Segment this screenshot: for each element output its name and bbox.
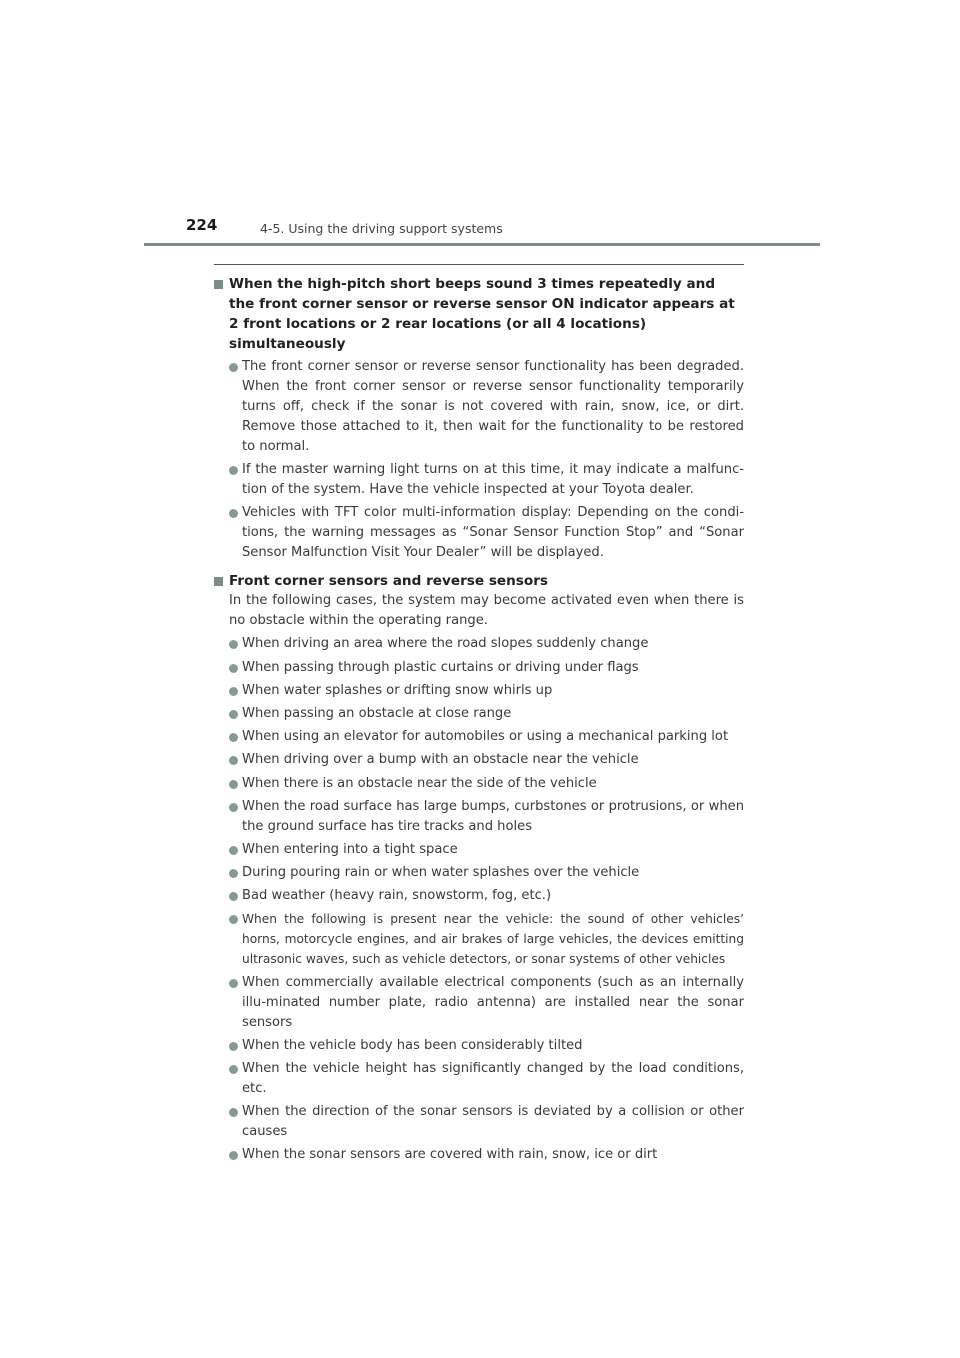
list-item-text: During pouring rain or when water splashes over the vehicle [242,865,640,881]
section-divider [214,264,744,265]
bullet-dot-icon [229,1108,238,1117]
bullet-dot-icon [229,1151,238,1160]
bullet-dot-icon [229,869,238,878]
list-item-text: When the following is present near the vehicle: the sound of other vehicles’ horns, motorcycle engines, and air brakes of large vehicles, the devices emitting ultrasonic waves, such as vehicle detectors, or sonar systems of other vehicles [242,912,744,967]
square-marker-icon [214,280,223,289]
list-item [229,886,744,906]
bullet-dot-icon [229,915,238,924]
list-item-text: When commercially available electrical components (such as an internally illu-minated number plate, radio antenna) are installed near the sonar sensors [242,974,744,1030]
bullet-dot-icon [229,803,238,812]
list-item [229,863,744,883]
bullet-dot-icon [229,363,238,372]
list-item-text: When the vehicle height has significantly changed by the load conditions, etc. [242,1061,744,1096]
list-item [229,634,744,654]
list-item [229,658,744,678]
bullet-dot-icon [229,466,238,475]
bullet-list [229,634,744,1165]
list-item [229,797,744,837]
list-item [229,973,744,1033]
list-item-text: When water splashes or drifting snow whirls up [242,682,553,698]
bullet-dot-icon [229,733,238,742]
section-heading [214,274,744,354]
list-item-text: When the road surface has large bumps, curbstones or protrusions, or when the ground surface has tire tracks and holes [242,798,744,834]
list-item-text: When the vehicle body has been considerably tilted [242,1037,583,1053]
bullet-dot-icon [229,710,238,719]
list-item-text: Bad weather (heavy rain, snowstorm, fog, etc.) [242,888,552,904]
list-item-text: If the master warning light turns on at this time, it may indicate a malfunc-tion of the system. Have the vehicle inspected at your Toyota dealer. [242,462,744,498]
bullet-dot-icon [229,780,238,789]
list-item-text: When driving an area where the road slopes suddenly change [242,636,649,652]
list-item-text: When entering into a tight space [242,841,458,857]
list-item-text: When the sonar sensors are covered with rain, snow, ice or dirt [242,1147,658,1163]
list-item [229,1059,744,1099]
bullet-list [229,357,744,563]
bullet-dot-icon [229,664,238,673]
list-item-text: When there is an obstacle near the side of the vehicle [242,775,597,791]
list-item-text: The front corner sensor or reverse sensor functionality has been degraded. When the front corner sensor or reverse sensor functionality temporarily turns off, check if the sonar is not covered with rain, snow, ice, or dirt. Remove those attached to it, then wait for the functionality to be restored to normal. [242,359,744,454]
section-beeps-warning [214,274,744,563]
section-heading-text: When the high-pitch short beeps sound 3 times repeatedly and the front corner sensor or reverse sensor ON indicator appears at 2 front locations or 2 rear locations (or all 4 locations) simultaneously [229,276,735,352]
square-marker-icon [214,577,223,586]
list-item [229,909,744,969]
list-item [229,704,744,724]
list-item-text: Vehicles with TFT color multi-information display: Depending on the condi-tions, the warning messages as “Sonar Sensor Function Stop” and “Sonar Sensor Malfunction Visit Your Dealer” will be displayed. [242,505,744,561]
bullet-dot-icon [229,1042,238,1051]
bullet-dot-icon [229,892,238,901]
bullet-dot-icon [229,640,238,649]
page-number: 224 [186,216,218,234]
list-item-text: When using an elevator for automobiles or using a mechanical parking lot [242,729,729,745]
list-item [229,1145,744,1165]
bullet-dot-icon [229,687,238,696]
list-item-text: When the direction of the sonar sensors is deviated by a collision or other causes [242,1104,744,1140]
bullet-dot-icon [229,979,238,988]
list-item [229,681,744,701]
list-item [229,1036,744,1056]
page-content [214,264,744,1173]
section-intro: In the following cases, the system may become activated even when there is no obstacle within the operating range. [229,593,744,629]
bullet-dot-icon [229,509,238,518]
list-item-text: When passing through plastic curtains or driving under flags [242,659,639,675]
list-item [229,357,744,457]
section-sensor-cases [214,571,744,1165]
bullet-dot-icon [229,846,238,855]
chapter-title: 4-5. Using the driving support systems [260,221,503,236]
list-item [229,840,744,860]
section-heading-text: Front corner sensors and reverse sensors [229,573,549,590]
list-item [229,750,744,770]
list-item-text: When driving over a bump with an obstacle near the vehicle [242,752,639,768]
bullet-dot-icon [229,1065,238,1074]
list-item [229,460,744,500]
list-item [229,503,744,563]
list-item [229,774,744,794]
list-item-text: When passing an obstacle at close range [242,705,512,721]
section-heading [214,571,744,591]
list-item [229,727,744,747]
list-item [229,1102,744,1142]
header-rule [144,243,820,246]
bullet-dot-icon [229,756,238,765]
